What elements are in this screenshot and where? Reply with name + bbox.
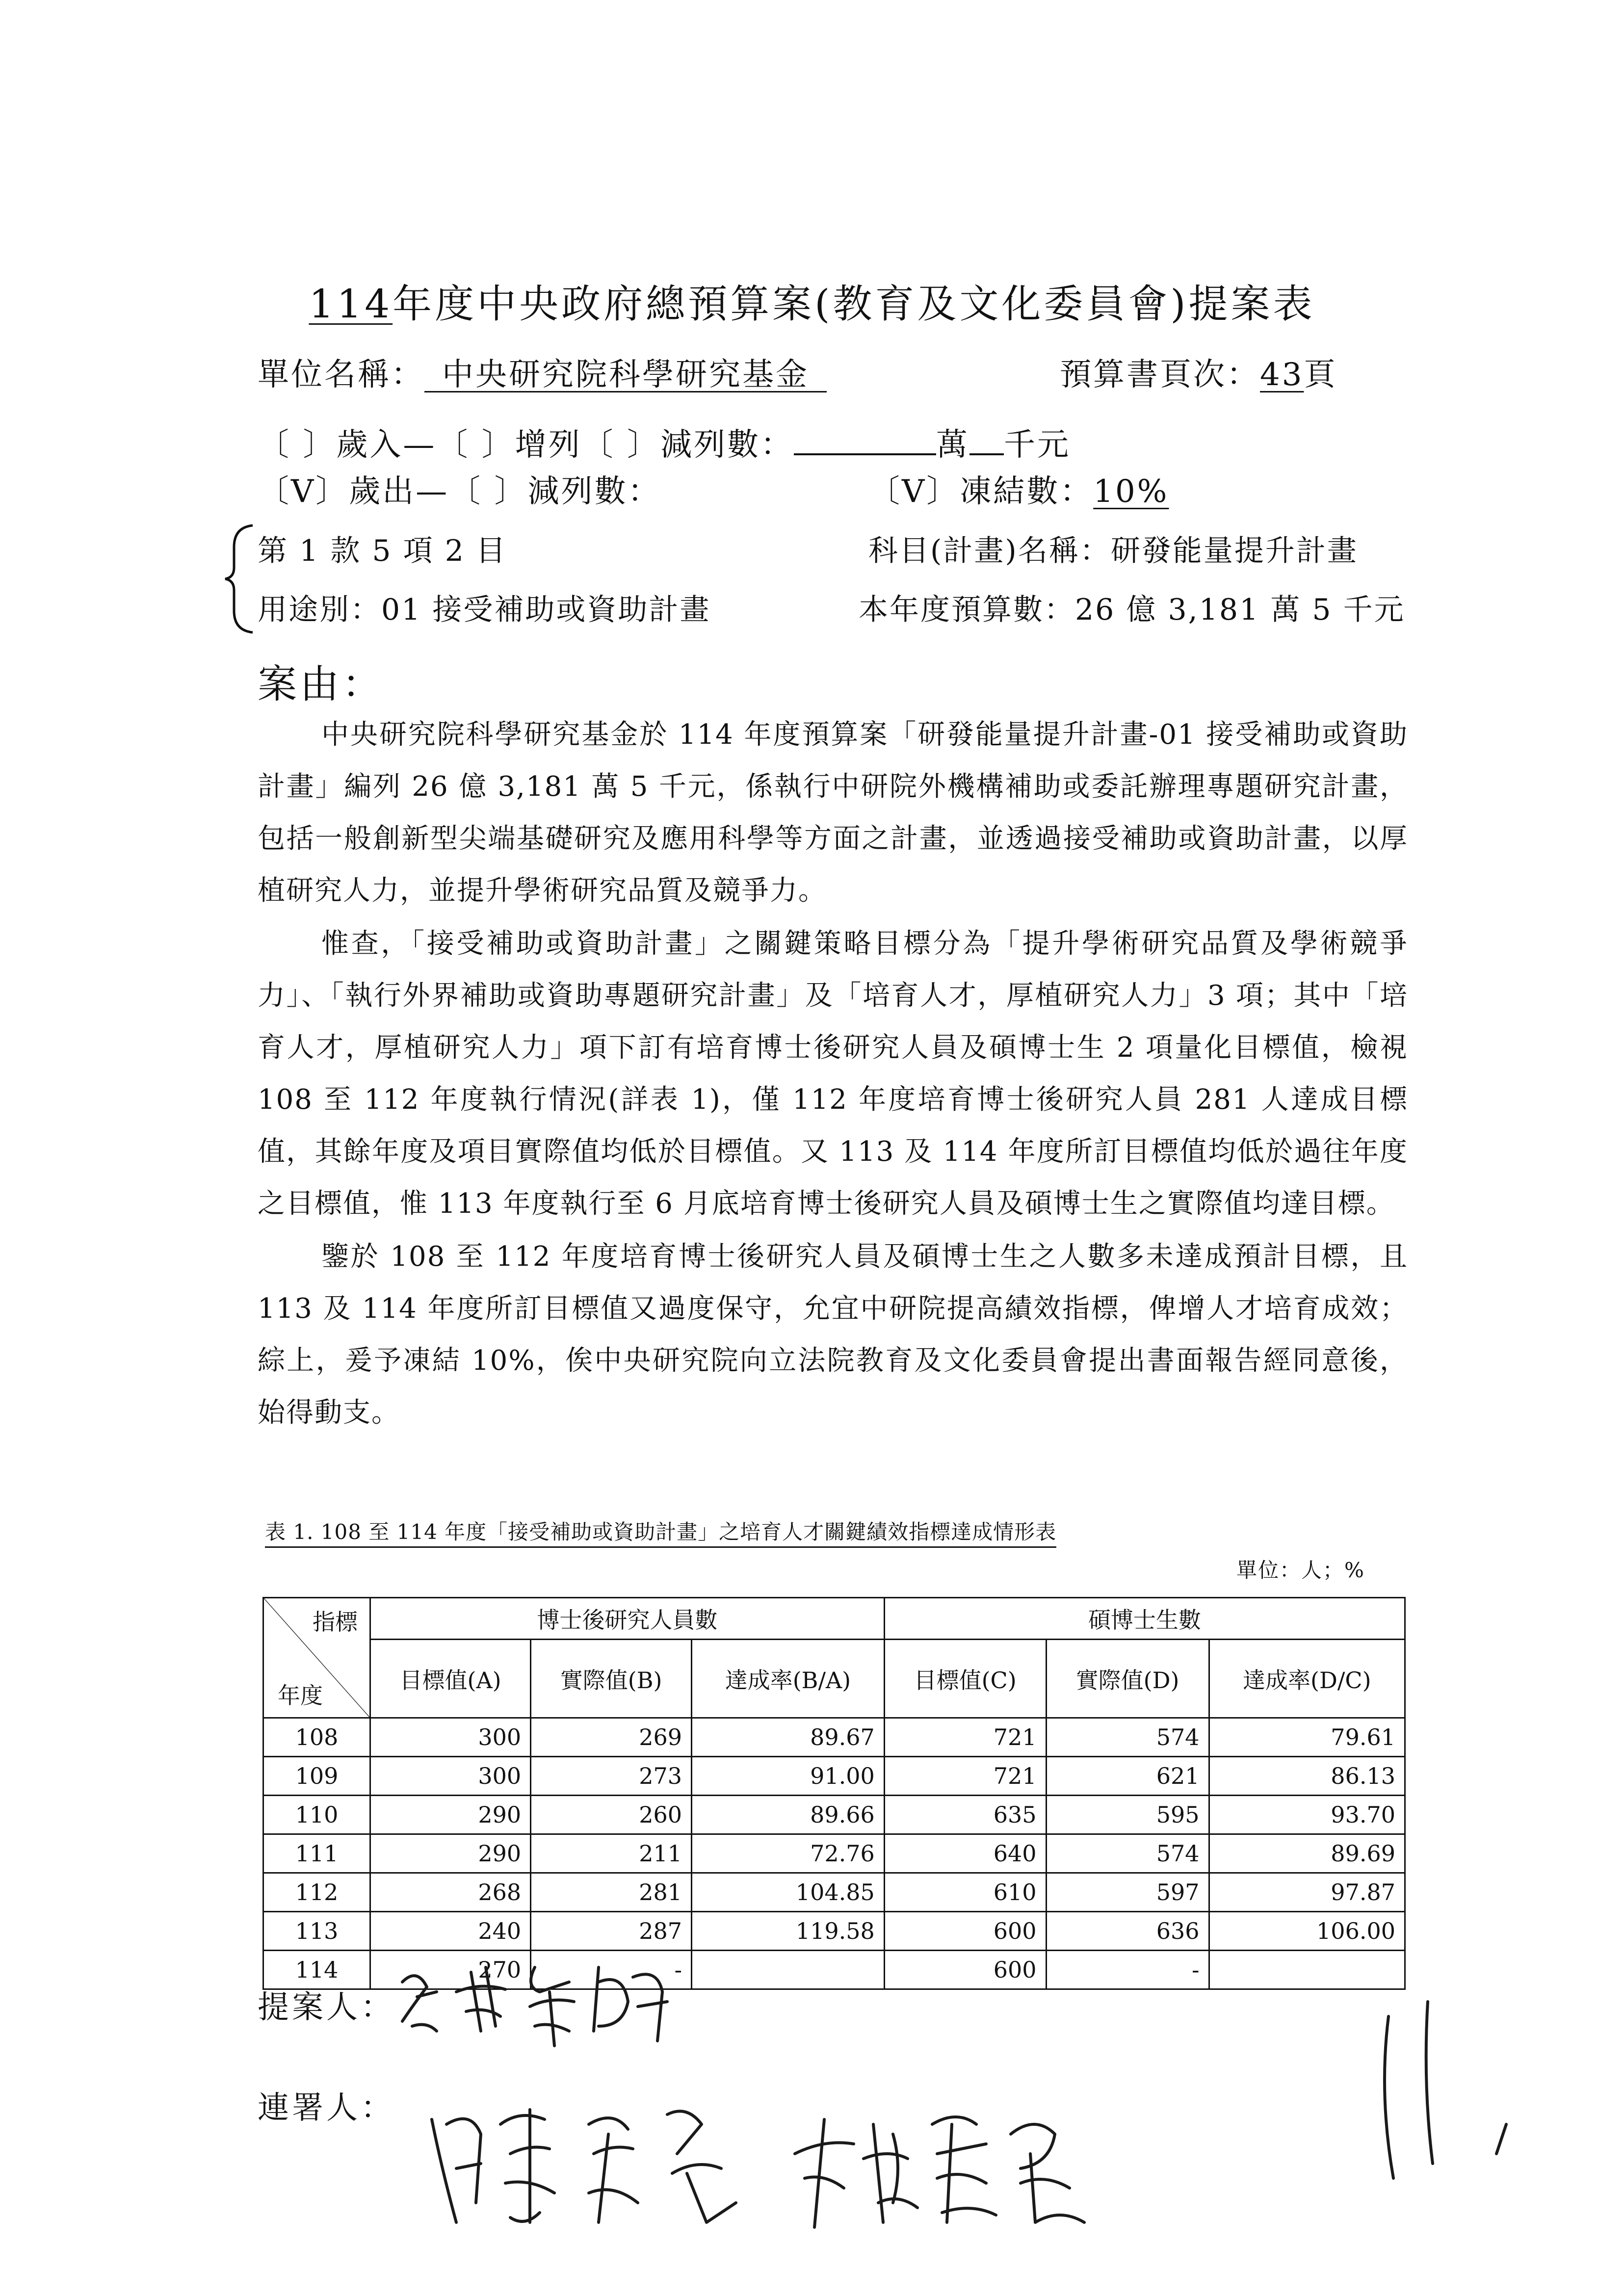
- title-year: 114: [309, 281, 393, 327]
- table-cell: 89.69: [1209, 1834, 1405, 1873]
- table-cell: 636: [1046, 1912, 1209, 1951]
- table-cell: 270: [370, 1951, 531, 1989]
- cosigner-signature-1: [432, 2110, 736, 2222]
- left-brace: [223, 522, 258, 635]
- column-header: 實際值(D): [1046, 1640, 1209, 1718]
- year-cell: 111: [263, 1834, 370, 1873]
- reason-paragraph: 中央研究院科學研究基金於 114 年度預算案「研發能量提升計畫-01 接受補助或資助計畫」編列 26 億 3,181 萬 5 千元，係執行中研院外機構補助或委託辦理專題研究計畫，包括一般創新型尖端基礎研究及應用科學等方面之計畫，並透過接受補助或資助計畫，以厚植研究人力，並提升學術研究品質及競爭力。: [258, 719, 1408, 907]
- table-unit: 單位：人；%: [1236, 1558, 1365, 1582]
- freeze-label: 〔V〕凍結數：: [868, 473, 1094, 510]
- reason-paragraph: 鑒於 108 至 112 年度培育博士後研究人員及碩博士生之人數多未達成預計目標，且 113 及 114 年度所訂目標值又過度保守，允宜中研院提高績效指標，俾增人才培育成效；綜上，爰予凍結 10%，俟中央研究院向立法院教育及文化委員會提出書面報告經同意後，始得動支。: [258, 1241, 1408, 1429]
- corner-indicator-label: 指標: [313, 1609, 358, 1635]
- table-cell: 97.87: [1209, 1873, 1405, 1912]
- table-caption: 表 1. 108 至 114 年度「接受補助或資助計畫」之培育人才關鍵績效指標達成情形表: [265, 1516, 1056, 1548]
- table-row: [263, 1796, 1405, 1834]
- page-suffix: 頁: [1304, 357, 1337, 393]
- corner-year-label: 年度: [278, 1682, 323, 1709]
- reason-label: 案由：: [258, 661, 384, 707]
- year-cell: 114: [263, 1951, 370, 1989]
- reason-paragraph: 惟查，「接受補助或資助計畫」之關鍵策略目標分為「提升學術研究品質及學術競爭力」、「執行外界補助或資助專題研究計畫」及「培育人才，厚植研究人力」3 項；其中「培育人才，厚植研究人力」項下訂有培育博士後研究人員及碩博士生 2 項量化目標值，檢視 108 至 112 年度執行情況(詳表 1)，僅 112 年度培育博士後研究人員 281 人達成目標值，其餘年度及項目實際值均低於目標值。又 113 及 114 年度所訂目標值均低於過往年度之目標值，惟 113 年度執行至 6 月底培育博士後研究人員及碩博士生之實際值均達目標。: [258, 928, 1408, 1220]
- table-cell: 119.58: [692, 1912, 885, 1951]
- table-cell: 269: [531, 1718, 692, 1757]
- unit-line: [258, 349, 827, 394]
- freeze-line: [868, 466, 1169, 511]
- table-row: [263, 1718, 1405, 1757]
- group-header-students: 碩博士生數: [884, 1598, 1405, 1640]
- table-cell: 86.13: [1209, 1757, 1405, 1796]
- table-cell: 640: [884, 1834, 1046, 1873]
- year-cell: 108: [263, 1718, 370, 1757]
- unit-label: 單位名稱：: [258, 357, 424, 393]
- revenue-unit-qian: 千元: [1004, 427, 1071, 463]
- freeze-value: 10%: [1093, 473, 1169, 510]
- table-cell: 260: [531, 1796, 692, 1834]
- revenue-unit-wan: 萬: [936, 427, 970, 463]
- column-header: 達成率(D/C): [1209, 1640, 1405, 1718]
- table-cell: -: [1046, 1951, 1209, 1989]
- expense-text: 〔V〕歲出—〔 〕減列數：: [258, 473, 661, 510]
- table-cell: 89.66: [692, 1796, 885, 1834]
- table-cell: 211: [531, 1834, 692, 1873]
- usage-line-left: 用途別：01 接受補助或資助計畫: [258, 593, 711, 627]
- table-row: [263, 1757, 1405, 1796]
- table-cell: 104.85: [692, 1873, 885, 1912]
- handwritten-signatures: [383, 1948, 1560, 2252]
- table-row: [263, 1834, 1405, 1873]
- column-header: 目標值(A): [370, 1640, 531, 1718]
- table-cell: 281: [531, 1873, 692, 1912]
- amount-blank-small: [969, 425, 1004, 455]
- page-label: 預算書頁次：: [1060, 357, 1260, 393]
- table-cell: 574: [1046, 1718, 1209, 1757]
- revenue-text: 〔 〕歲入—〔 〕增列〔 〕減列數：: [258, 427, 794, 463]
- table-cell: 635: [884, 1796, 1046, 1834]
- table-header-row: [263, 1598, 1405, 1640]
- document-title: [0, 272, 1624, 329]
- table-cell: 597: [1046, 1873, 1209, 1912]
- proposer-label: 提案人：: [258, 1989, 395, 2026]
- table-cell: 268: [370, 1873, 531, 1912]
- amount-blank: [794, 425, 936, 455]
- year-cell: 113: [263, 1912, 370, 1951]
- unit-name-text: 中央研究院科學研究基金: [442, 357, 809, 393]
- table-cell: 290: [370, 1834, 531, 1873]
- table-cell: 595: [1046, 1796, 1209, 1834]
- year-cell: 112: [263, 1873, 370, 1912]
- table-cell: 287: [531, 1912, 692, 1951]
- table-cell: 721: [884, 1757, 1046, 1796]
- table-cell: -: [531, 1951, 692, 1989]
- table-cell: 600: [884, 1912, 1046, 1951]
- table-cell: 240: [370, 1912, 531, 1951]
- cosigner-signature-2: [795, 2117, 1084, 2227]
- page-value: 43: [1260, 357, 1304, 393]
- table-cell: 89.67: [692, 1718, 885, 1757]
- revenue-line: [258, 419, 1071, 465]
- reason-body: [258, 709, 1408, 1440]
- table-cell: 91.00: [692, 1757, 885, 1796]
- table-cell: 721: [884, 1718, 1046, 1757]
- table-cell: 93.70: [1209, 1796, 1405, 1834]
- budget-page-ref: [1060, 349, 1337, 394]
- table-cell: 79.61: [1209, 1718, 1405, 1757]
- item-line-left: 第 1 款 5 項 2 目: [258, 534, 507, 568]
- expense-line: [258, 466, 661, 511]
- column-header: 達成率(B/A): [692, 1640, 885, 1718]
- table-cell: 600: [884, 1951, 1046, 1989]
- table-cell: 300: [370, 1757, 531, 1796]
- cosigner-label: 連署人：: [258, 2090, 395, 2126]
- table-cell: 574: [1046, 1834, 1209, 1873]
- unit-name: _中央研究院科學研究基金_: [424, 357, 827, 393]
- table-row: [263, 1912, 1405, 1951]
- table-cell: 273: [531, 1757, 692, 1796]
- item-line-right: 科目(計畫)名稱：研發能量提升計畫: [868, 534, 1358, 568]
- table-cell: 72.76: [692, 1834, 885, 1873]
- group-header-postdoc: 博士後研究人員數: [370, 1598, 885, 1640]
- year-cell: 109: [263, 1757, 370, 1796]
- proposer-signature: [402, 1967, 667, 2046]
- column-header: 實際值(B): [531, 1640, 692, 1718]
- table-cell: 610: [884, 1873, 1046, 1912]
- corner-header-cell: [263, 1598, 370, 1718]
- performance-table: [262, 1597, 1406, 1990]
- pen-strokes: [1385, 2002, 1506, 2178]
- table-cell: 290: [370, 1796, 531, 1834]
- column-header: 目標值(C): [884, 1640, 1046, 1718]
- table-row: [263, 1873, 1405, 1912]
- table-subheader-row: [263, 1640, 1405, 1718]
- title-text: 年度中央政府總預算案(教育及文化委員會)提案表: [393, 281, 1315, 327]
- table-cell: 300: [370, 1718, 531, 1757]
- year-cell: 110: [263, 1796, 370, 1834]
- usage-line-right: 本年度預算數：26 億 3,181 萬 5 千元: [859, 593, 1405, 627]
- table-cell: 621: [1046, 1757, 1209, 1796]
- table-cell: 106.00: [1209, 1912, 1405, 1951]
